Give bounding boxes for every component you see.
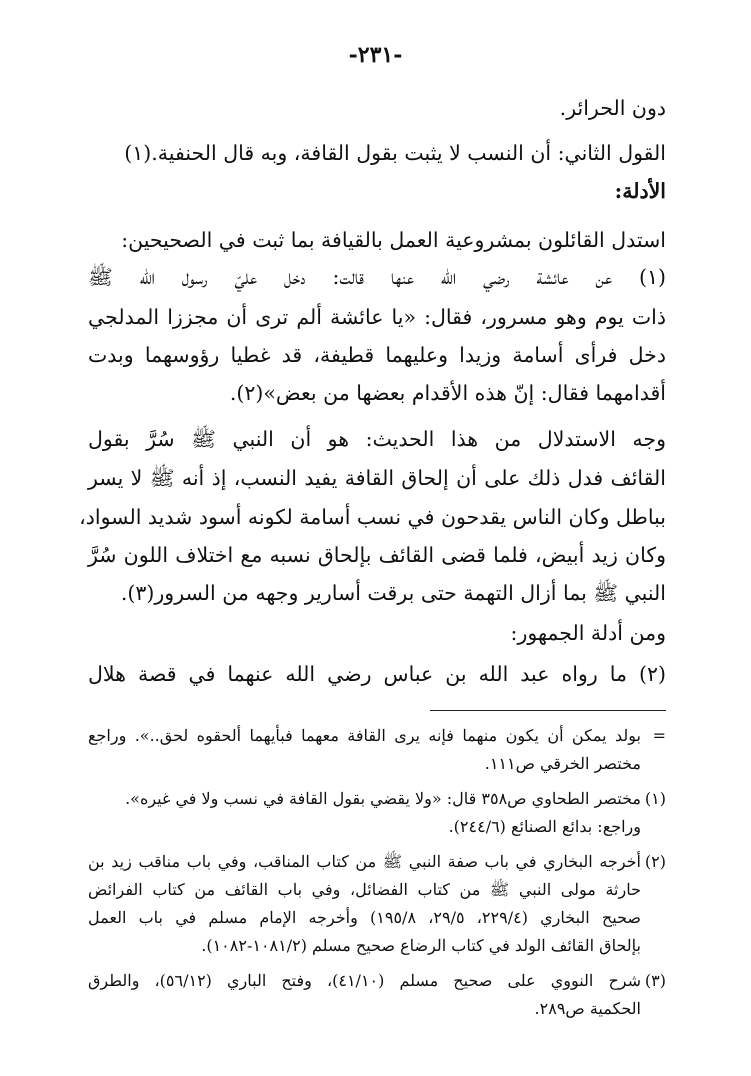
body-line: وجه الاستدلال من هذا الحديث: هو أن النبي ﷺ سُرَّ بقول	[88, 427, 666, 451]
footnote-continuation-mark: =	[652, 726, 666, 745]
body-line: ذات يوم وهو مسرور، فقال: «يا عائشة ألم ترى أن مجززا المدلجي	[88, 305, 666, 329]
footnote-marker: (٣)	[644, 971, 666, 990]
body-line: بباطل وكان الناس يقدحون في نسب أسامة لكونه أسود شديد السواد،	[79, 505, 666, 529]
footnote-line: صحيح البخاري (٢٢٩/٤، ٢٩/٥، ١٩٥/٨) وأخرجه الإمام مسلم في باب العمل	[88, 908, 641, 927]
footnote-line: شرح النووي على صحيح مسلم (٤١/١٠)، وفتح الباري (٥٦/١٢)، والطرق	[88, 971, 642, 990]
page-number: -٢٣١-	[348, 42, 403, 68]
footnote-line: وراجع: بدائع الصنائع (٢٤٤/٦).	[448, 817, 641, 836]
body-line: (٢) ما رواه عبد الله بن عباس رضي الله عنهما في قصة هلال	[88, 662, 666, 686]
body-line: دخل فرأى أسامة وزيدا وعليهما قطيفة، قد غطيا رؤوسهما وبدت	[88, 343, 666, 367]
body-line: استدل القائلون بمشروعية العمل بالقيافة بما ثبت في الصحيحين:	[121, 228, 666, 252]
body-line: النبي ﷺ بما أزال التهمة حتى برقت أسارير وجهه من السرور(٣).	[120, 581, 666, 605]
footnote-marker: (٢)	[644, 852, 666, 871]
body-line: القائف فدل ذلك على أن إلحاق القافة يفيد النسب، إذ أنه ﷺ لا يسر	[88, 466, 666, 490]
body-line: (١) عن عائشة رضي الله عنها قالت: دخل عليّ رسول الله ﷺ	[88, 265, 666, 289]
footnote-marker: (١)	[644, 789, 666, 808]
body-line: دون الحرائر.	[559, 96, 666, 120]
footnote-line: حارثة مولى النبي ﷺ من كتاب الفضائل، وفي باب القائف من كتاب الفرائض	[88, 880, 641, 899]
section-heading: الأدلة:	[614, 179, 666, 203]
footnote-line: بولد يمكن أن يكون منهما فإنه يرى القافة معهما فبأيهما ألحقوه لحق..». وراجع	[88, 726, 641, 745]
footnote-line: مختصر الطحاوي ص٣٥٨ قال: «ولا يقضي بقول القافة في نسب ولا في غيره».	[125, 789, 641, 808]
footnote-line: أخرجه البخاري في باب صفة النبي ﷺ من كتاب المناقب، وفي باب مناقب زيد بن	[88, 852, 641, 871]
footnote-line: الحكمية ص٢٨٩.	[534, 999, 641, 1018]
body-line: القول الثاني: أن النسب لا يثبت بقول القافة، وبه قال الحنفية.(١)	[124, 141, 666, 165]
footnote-divider	[430, 710, 666, 711]
footnote-line: مختصر الخرقي ص١١١.	[484, 754, 641, 773]
footnote-line: بإلحاق القائف الولد في كتاب الرضاع صحيح مسلم (١٠٨١/٢-١٠٨٢).	[201, 936, 641, 955]
body-line: وكان زيد أبيض، فلما قضى القائف بإلحاق نسبه مع اختلاف اللون سُرَّ	[88, 543, 666, 567]
body-line: أقدامهما فقال: إنّ هذه الأقدام بعضها من بعض»(٢).	[229, 381, 666, 405]
body-line: ومن أدلة الجمهور:	[510, 621, 666, 645]
